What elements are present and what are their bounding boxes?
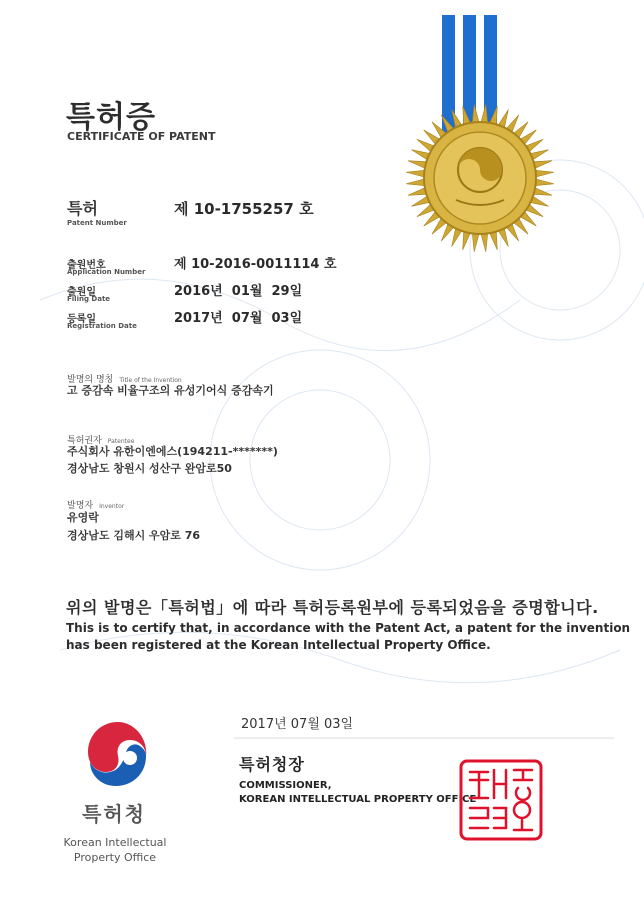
kipo-name-ko: 특허청 (82, 802, 146, 826)
application-number-value: 제 10-2016-0011114 호 (174, 257, 337, 272)
patent-number-value: 제 10-1755257 호 (174, 200, 314, 218)
application-number-label-en: Application Number (67, 268, 146, 276)
commissioner-title-en-line2: KOREAN INTELLECTUAL PROPERTY OFFICE (239, 794, 477, 805)
filing-date-value: 2016년 01월 29일 (174, 284, 303, 299)
certificate-title-en: CERTIFICATE OF PATENT (67, 130, 216, 143)
inventor-address: 경상남도 김해시 우암로 76 (67, 529, 201, 542)
patent-number-label-ko: 특허 (67, 199, 98, 218)
issue-date: 2017년 07월 03일 (241, 717, 354, 732)
signature-divider (234, 735, 614, 741)
filing-date-label-ko: 출원일 (67, 287, 96, 298)
commissioner-title-en-line1: COMMISSIONER, (239, 780, 332, 791)
certification-text-en-line1: This is to certify that, in accordance with the Patent Act, a patent for the invention (66, 621, 631, 635)
patent-number-label-en: Patent Number (67, 219, 127, 227)
inventor-name: 유영락 (67, 511, 99, 524)
patentee-label-ko: 특허권자 (67, 436, 102, 446)
certificate-title-ko: 특허증 (66, 100, 156, 135)
inventor-label-ko: 발명자 (67, 501, 94, 511)
inventor-label-en: Inventor (99, 503, 125, 510)
patentee-address: 경상남도 창원시 성산구 완암로50 (67, 462, 232, 475)
kipo-name-en-line2: Property Office (73, 851, 157, 864)
official-seal-stamp (458, 758, 544, 842)
gold-seal-with-ribbon (400, 10, 580, 260)
registration-date-label-ko: 등록일 (67, 314, 96, 325)
application-number-label-ko: 출원번호 (67, 260, 106, 271)
kipo-taegeuk-logo (82, 716, 154, 792)
kipo-name-en-line1: Korean Intellectual (63, 836, 167, 849)
commissioner-title-ko: 특허청장 (239, 755, 305, 774)
patentee-label-en: Patentee (107, 438, 135, 445)
patentee-name: 주식회사 유한이엔에스(194211-*******) (67, 445, 278, 458)
invention-label-ko: 발명의 명칭 (67, 375, 114, 385)
invention-label-en: Title of the Invention (119, 377, 182, 384)
registration-date-label-en: Registration Date (67, 322, 137, 330)
filing-date-label-en: Filing Date (67, 295, 111, 303)
registration-date-value: 2017년 07월 03일 (174, 311, 303, 326)
certification-text-ko: 위의 발명은「특허법」에 따라 특허등록원부에 등록되었음을 증명합니다. (66, 598, 599, 617)
certification-text-en-line2: has been registered at the Korean Intellectual Property Office. (66, 638, 491, 652)
invention-title: 고 증감속 비율구조의 유성기어식 증감속기 (67, 384, 274, 397)
